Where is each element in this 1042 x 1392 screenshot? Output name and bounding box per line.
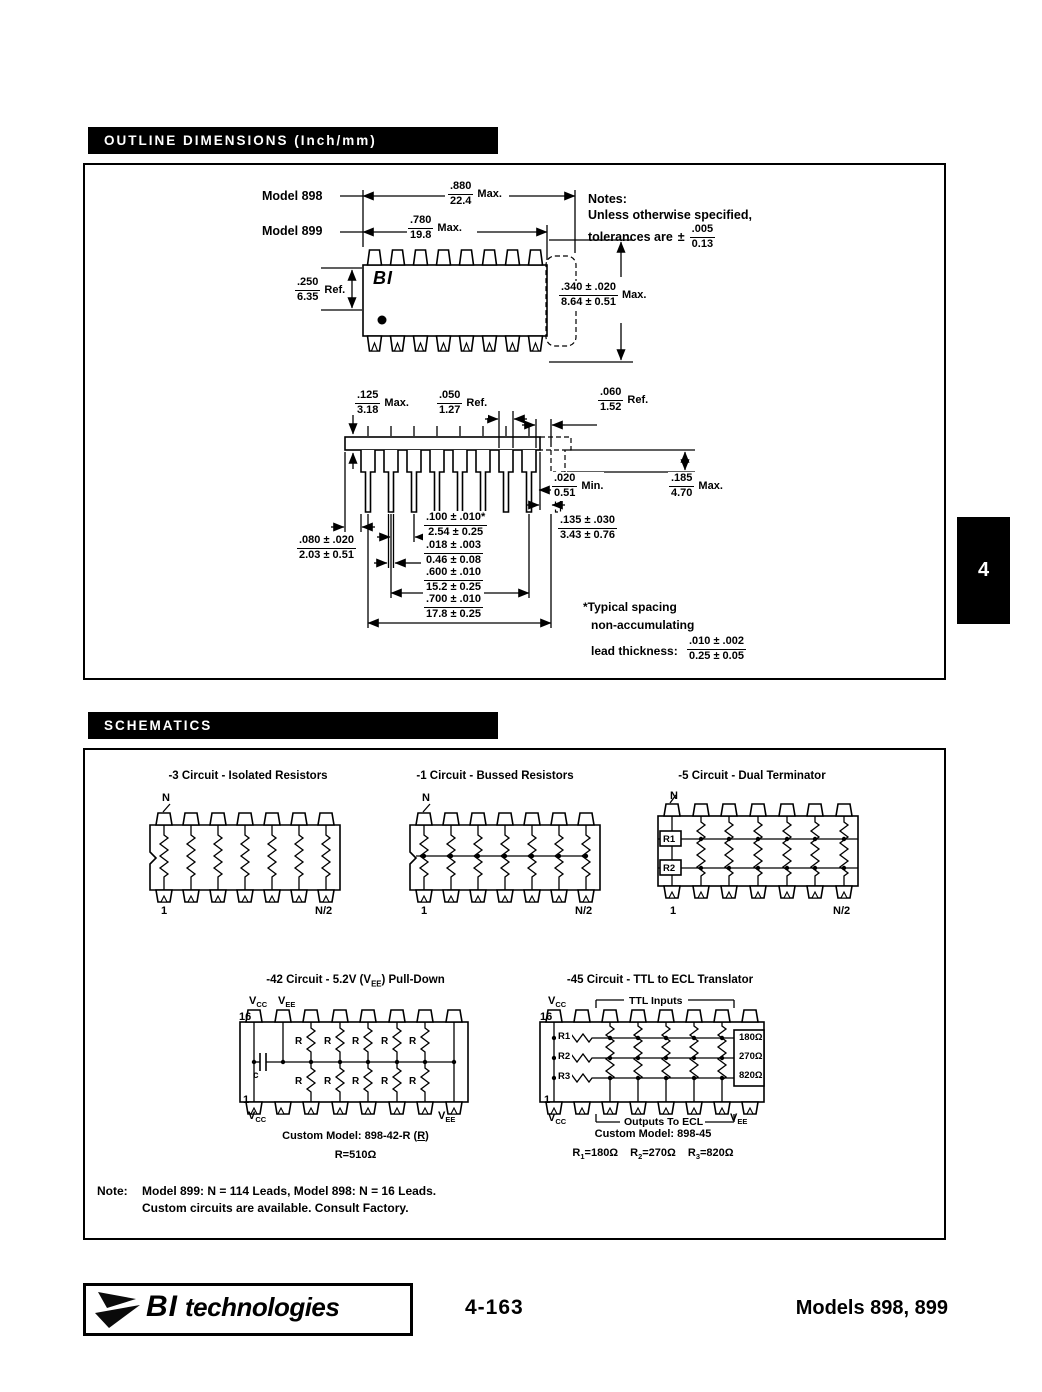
typical-spacing-note-1: *Typical spacing <box>583 600 677 614</box>
dim-780: $\frac{.780}{19.8}$ Max. <box>407 214 463 243</box>
resistor-label: R <box>409 1036 417 1047</box>
circuit5-svg <box>656 786 868 912</box>
c45-resistor-values <box>538 1147 768 1161</box>
resistor-label: R <box>381 1076 389 1087</box>
c45-ttl-inputs-label: TTL Inputs <box>629 995 683 1007</box>
dim-880: $\frac{.880}{22.4}$ Max. <box>447 180 503 209</box>
circuit1-pin-n2: N/2 <box>575 905 593 917</box>
dim-060: $\frac{.060}{1.52}$ Ref. <box>597 386 649 415</box>
footer-models: Models 898, 899 <box>795 1297 948 1319</box>
brand-glyph-icon <box>94 1289 140 1329</box>
circuit5-pin-n2: N/2 <box>833 905 851 917</box>
dim-020: $\frac{.020}{0.51}$ Min. <box>551 472 604 501</box>
c42-vcc-top: $V_{CC}$ <box>249 995 268 1010</box>
page-number: 4-163 <box>465 1296 524 1319</box>
c45-r1-label: R1 <box>558 1031 571 1042</box>
circuit1-svg <box>408 792 608 914</box>
circuit5-pin-n: N <box>670 790 678 802</box>
dim-lead-thickness: $\frac{.010 \pm .002}{0.25 \pm 0.05}$ <box>686 635 747 664</box>
c45-custom-model: Custom Model: 898-45 <box>594 1128 712 1140</box>
typical-spacing-note-2: non-accumulating <box>591 618 695 632</box>
note-line-1: Model 899: N = 114 Leads, Model 898: N = 16 Leads. <box>142 1184 437 1198</box>
notes-line1: Unless otherwise specified, <box>588 208 752 222</box>
resistor-label: R <box>352 1076 360 1087</box>
dim-185: $\frac{.185}{4.70}$ Max. <box>668 472 724 501</box>
c42-pin-1: 1 <box>243 1094 250 1106</box>
circuit3-svg <box>148 792 348 914</box>
circuit42-body <box>240 1010 468 1114</box>
c45-value-820: 820Ω <box>739 1070 763 1081</box>
circuit5-r2-label: R2 <box>663 863 676 874</box>
brand-technologies: technologies <box>185 1292 340 1322</box>
c45-value-270: 270Ω <box>739 1051 763 1062</box>
circuit1-pin-1: 1 <box>421 905 428 917</box>
circuit5-body <box>658 795 858 898</box>
dim-125: $\frac{.125}{3.18}$ Max. <box>354 389 410 418</box>
circuit1-pin-n: N <box>422 792 430 804</box>
schematics-header <box>88 712 498 739</box>
outline-drawing-svg <box>85 165 944 679</box>
circuit5-title: -5 Circuit - Dual Terminator <box>678 770 826 782</box>
circuit1-title: -1 Circuit - Bussed Resistors <box>416 770 574 782</box>
chapter-tab-number: 4 <box>977 559 990 581</box>
c45-rv2: $R_2=270\Omega$ <box>630 1147 676 1162</box>
c45-rv1: $R_1=180\Omega$ <box>572 1147 619 1162</box>
c45-vcc-top: $V_{CC}$ <box>548 995 567 1010</box>
c45-value-180: 180Ω <box>739 1032 763 1043</box>
circuit5-pin-1: 1 <box>670 905 677 917</box>
circuit3-body <box>150 804 340 902</box>
c45-vcc-bottom: $V_{CC}$ <box>548 1112 567 1127</box>
c45-pin-1: 1 <box>544 1094 551 1106</box>
resistor-label: R <box>295 1076 303 1087</box>
outline-dimensions-header-label: OUTLINE DIMENSIONS (Inch/mm) <box>104 133 377 148</box>
c45-r3-label: R3 <box>558 1071 571 1082</box>
circuit3-pin-n: N <box>162 792 170 804</box>
dim-250: $\frac{.250}{6.35}$ Ref. <box>294 276 346 305</box>
resistor-label: R <box>409 1076 417 1087</box>
plus-minus-sign: ± <box>677 230 685 245</box>
lead-thickness-label: lead thickness: <box>591 644 678 658</box>
c42-vee-bottom: $V_{EE}$ <box>438 1110 456 1125</box>
model-898-label: Model 898 <box>262 189 323 203</box>
note-label: Note: <box>97 1184 128 1198</box>
circuit1-body <box>410 804 600 902</box>
notes-title: Notes: <box>588 192 627 206</box>
dip-side-view <box>345 426 571 512</box>
notes-line2: tolerances are ± $\frac{.005}{0.13}$ <box>588 223 714 250</box>
chip-brand-mark: BI <box>373 268 393 288</box>
model-899-label: Model 899 <box>262 224 323 238</box>
c45-r2-label: R2 <box>558 1051 571 1062</box>
c45-pin-16: 16 <box>540 1011 553 1023</box>
brand-wordmark <box>146 1290 339 1324</box>
c42-pin-16: 16 <box>239 1011 252 1023</box>
note-line-2: Custom circuits are available. Consult Factory. <box>142 1201 409 1215</box>
circuit42-title: -42 Circuit - 5.2V $(V_{EE})$ Pull-Down <box>266 974 445 989</box>
outline-dimensions-header <box>88 127 498 154</box>
c42-r-value: R=510Ω <box>334 1149 377 1161</box>
brand-bi: BI <box>146 1290 178 1323</box>
resistor-label: R <box>295 1036 303 1047</box>
resistor-label: R <box>324 1036 332 1047</box>
circuit3-pin-n2: N/2 <box>315 905 333 917</box>
circuit3-title: -3 Circuit - Isolated Resistors <box>168 770 328 782</box>
dim-100: $\frac{.100 \pm .010*}{2.54 \pm 0.25}$ <box>423 511 488 540</box>
dim-135: $\frac{.135 \pm .030}{3.43 \pm 0.76}$ <box>557 514 618 543</box>
c42-vee-top: $V_{EE}$ <box>278 995 296 1010</box>
circuit3-pin-1: 1 <box>161 905 168 917</box>
dim-018: $\frac{.018 \pm .003}{0.46 \pm 0.08}$ <box>423 539 484 568</box>
dim-080: $\frac{.080 \pm .020}{2.03 \pm 0.51}$ <box>296 534 357 563</box>
c45-vee-bottom: $V_{EE}$ <box>730 1112 748 1127</box>
tolerance-fraction: $\frac{.005}{0.13}$ <box>691 223 714 250</box>
c45-outputs-label: Outputs To ECL <box>624 1116 704 1128</box>
circuit5-r1-label: R1 <box>663 834 676 845</box>
chapter-tab <box>957 517 1010 624</box>
notes-block <box>588 191 752 252</box>
circuit45-title: -45 Circuit - TTL to ECL Translator <box>566 974 754 986</box>
dip-top-view <box>363 250 576 351</box>
c42-custom-model: Custom Model: 898-42-R ( R ) <box>282 1130 429 1142</box>
c42-vcc-bottom: $V_{CC}$ <box>248 1110 267 1125</box>
resistor-label: R <box>324 1076 332 1087</box>
dim-340: $\frac{.340 \pm .020}{8.64 \pm 0.51}$ Max. <box>558 281 647 310</box>
schematics-header-label: SCHEMATICS <box>104 718 213 733</box>
dim-600: $\frac{.600 \pm .010}{15.2 \pm 0.25}$ <box>423 566 484 595</box>
c45-rv3: $R_3=820\Omega$ <box>687 1147 734 1162</box>
dim-700: $\frac{.700 \pm .010}{17.8 \pm 0.25}$ <box>423 593 484 622</box>
resistor-label: R <box>381 1036 389 1047</box>
resistor-label: R <box>352 1036 360 1047</box>
dim-050: $\frac{.050}{1.27}$ Ref. <box>436 389 488 418</box>
circuit45-body <box>540 1000 764 1122</box>
capacitor-label: c <box>253 1070 259 1081</box>
